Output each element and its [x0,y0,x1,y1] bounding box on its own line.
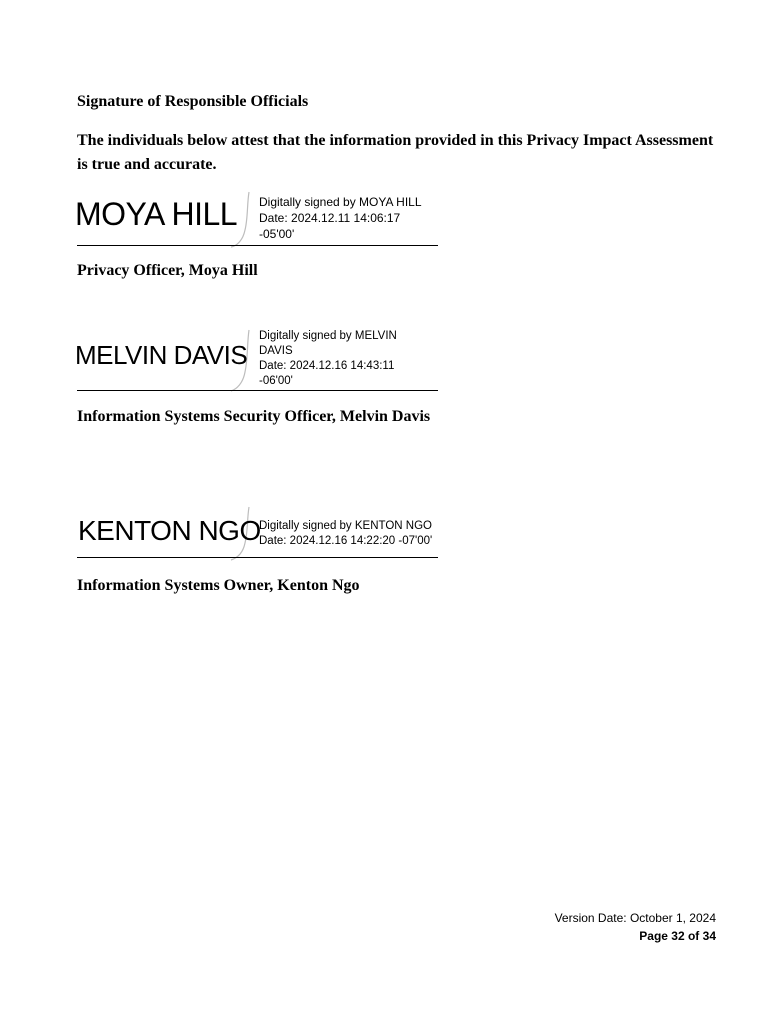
signature-block-privacy-officer [75,188,440,250]
signer-name: KENTON NGO [78,515,261,546]
signature-detail-line: Date: 2024.12.11 14:06:17 [259,211,401,225]
signature-block-isso [75,326,440,394]
signer-role-title: Information Systems Owner, Kenton Ngo [77,577,360,594]
signature-details [259,329,397,389]
signature-details [259,194,422,242]
signature-line [77,245,438,246]
signature-detail-line: -05'00' [259,227,295,241]
attestation-statement: The individuals below attest that the information provided in this Privacy Impact Assessment is true and accurate. [77,132,714,173]
signature-detail-line: Date: 2024.12.16 14:43:11 [259,360,395,372]
signer-role-title: Privacy Officer, Moya Hill [77,262,258,279]
signature-details [259,519,432,549]
page-number: Page 32 of 34 [639,929,716,943]
signature-line [77,390,438,391]
signer-name: MELVIN DAVIS [75,340,248,370]
signature-detail-line: -06'00' [259,375,293,387]
signature-detail-line: Digitally signed by MELVIN [259,330,397,342]
signature-detail-line: DAVIS [259,345,293,357]
signature-block-system-owner [75,505,440,565]
signer-role-title: Information Systems Security Officer, Melvin Davis [77,408,431,425]
signature-line [77,557,438,558]
signature-detail-line: Date: 2024.12.16 14:22:20 -07'00' [259,535,433,547]
section-heading: Signature of Responsible Officials [77,93,309,110]
version-date: Version Date: October 1, 2024 [554,911,716,925]
signature-detail-line: Digitally signed by MOYA HILL [259,195,422,209]
page-footer [555,909,716,945]
signature-detail-line: Digitally signed by KENTON NGO [259,520,432,532]
signer-name: MOYA HILL [75,196,238,232]
